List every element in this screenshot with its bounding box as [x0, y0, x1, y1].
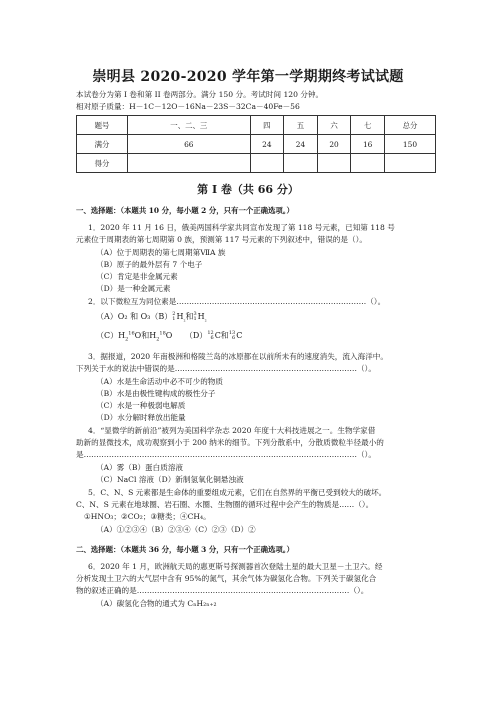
- option-c-label: （C）: [96, 331, 119, 340]
- table-cell: 150: [384, 135, 435, 154]
- option-a: （A）碳氢化合物的通式为 CₙH₂ₙ₊₂: [96, 599, 217, 608]
- superscript: 18: [159, 330, 166, 337]
- element-symbol: H: [118, 331, 126, 340]
- part-title: 第 I 卷（共 66 分）: [197, 183, 299, 196]
- question-2-options-cd: [96, 330, 242, 343]
- question-5-options: （A）①②③④（B）②③④（C）②③（D）②: [96, 525, 256, 534]
- subscript: 6: [210, 335, 214, 341]
- score-input-cell[interactable]: [284, 154, 318, 173]
- score-input-cell[interactable]: [351, 154, 385, 173]
- table-cell: 总分: [384, 116, 435, 135]
- table-cell: 五: [284, 116, 318, 135]
- subscript: 1: [172, 316, 176, 322]
- question-3-line-2: 下列关于水的说法中错误的是………………………………………………………………（）。: [76, 364, 376, 373]
- score-input-cell[interactable]: [384, 154, 435, 173]
- table-cell: 题号: [77, 116, 128, 135]
- option-d: （D）是一种金属元素: [96, 284, 171, 293]
- question-5-line-1: 5．C、N、S 元素都是生命体的重要组成元素，它们在自然界的平衡已受到较大的破坏。: [88, 488, 387, 497]
- table-cell: 16: [351, 135, 385, 154]
- option-a-b-text: （A）O₂ 和 O₃（B）: [96, 312, 173, 321]
- question-2-options-ab: [96, 311, 207, 324]
- subscript: ₂: [183, 317, 186, 324]
- table-cell: 六: [317, 116, 351, 135]
- page-title: 崇明县 2020-2020 学年第一学期期终考试试题: [92, 69, 404, 85]
- table-cell: 66: [128, 135, 251, 154]
- question-4-line-1: 4．“显微学的新前沿”被列为美国科学杂志 2020 年度十大科技进展之一。生物学家借: [88, 426, 376, 435]
- table-row: [77, 116, 436, 135]
- element-symbol: C和: [214, 331, 229, 340]
- superscript: 16: [128, 330, 135, 337]
- question-6-line-2: 分析发现土卫六的大气层中含有 95%的氮气，其余气体为碳氢化合物。下列关于碳氢化合: [76, 574, 377, 583]
- element-symbol: O和H: [134, 331, 157, 340]
- option-c: （C）水是一种极弱电解质: [96, 401, 186, 410]
- table-cell: 24: [284, 135, 318, 154]
- element-symbol: O: [165, 331, 173, 340]
- score-input-cell[interactable]: [317, 154, 351, 173]
- question-3-line-1: 3．据报道，2020 年南极洲和格陵兰岛的冰原都在以前所未有的速度消失，流入海洋中。: [88, 352, 388, 361]
- table-cell: 四: [250, 116, 284, 135]
- question-5-line-2: C、N、S 元素在地球圈、岩石圈、水圈、生物圈的循环过程中会产生的物质是……（）。: [76, 500, 374, 509]
- table-cell: 20: [317, 135, 351, 154]
- score-input-cell[interactable]: [128, 154, 251, 173]
- question-1-line-2: 元素位于周期表的第七周期第 0 族，预测第 117 号元素的下列叙述中，错误的是（）。: [76, 235, 367, 244]
- score-table: [76, 115, 436, 173]
- score-input-cell[interactable]: [250, 154, 284, 173]
- connector-text: 和: [185, 312, 194, 321]
- question-6-line-1: 6．2020 年 1 月，欧洲航天局的惠更斯号探测器首次登陆土星的最大卫星－土卫六。经: [88, 562, 383, 571]
- option-ab: （A）雾（B）蛋白质溶液: [96, 463, 184, 472]
- option-b: （B）水是由极性键构成的极性分子: [96, 389, 216, 398]
- subscript: 1: [193, 316, 197, 322]
- table-cell: 得分: [77, 154, 128, 173]
- question-1-line-1: 1．2020 年 11 月 16 日，俄美两国科学家共同宣布发现了第 118 号元素，已知第 118 号: [88, 223, 395, 232]
- section-heading-1: 一、选择题：（本题共 10 分，每小题 2 分，只有一个正确选项。）: [76, 206, 294, 215]
- element-symbol: H: [197, 312, 205, 321]
- superscript: 13: [228, 330, 236, 336]
- question-5-list: ①HNO₃；②CO₂；③糖类；④CH₄。: [84, 512, 211, 521]
- superscript: 12: [207, 330, 214, 336]
- subscript: 2: [156, 336, 160, 343]
- option-a: （A）水是生命活动中必不可少的物质: [96, 377, 223, 386]
- question-2: 2．以下微粒互为同位素是…………………………………………………………………（）。: [88, 297, 386, 306]
- superscript: 2: [172, 311, 176, 317]
- option-cd: （C）NaCl 溶液（D）新制氢氧化铜悬浊液: [96, 475, 244, 484]
- option-d: （D）水分解时释放出能量: [96, 413, 186, 422]
- question-4-line-2: 助新的显微技术，成功观察到小于 200 纳米的细节。下列分散系中，分散质微粒半径最小的: [76, 438, 384, 447]
- option-d-label: （D）: [184, 331, 208, 340]
- element-symbol: H: [176, 312, 184, 321]
- section-heading-2: 二、选择题：（本题共 36 分，每小题 3 分，只有一个正确选项。）: [76, 545, 294, 554]
- option-a: （A）位于周期表的第七周期第ⅦA 族: [96, 248, 226, 257]
- table-cell: 七: [351, 116, 385, 135]
- subscript: ₂: [204, 317, 207, 324]
- intro-line-2: 相对原子质量：H－1C－12O－16Na－23S－32Ca－40Fe－56: [76, 102, 300, 111]
- table-cell: 满分: [77, 135, 128, 154]
- subscript: 2: [125, 336, 129, 343]
- superscript: 3: [193, 311, 197, 317]
- subscript: 6: [232, 335, 236, 341]
- table-cell: 24: [250, 135, 284, 154]
- table-row: [77, 135, 436, 154]
- table-row: [77, 154, 436, 173]
- element-symbol: C: [236, 331, 243, 340]
- question-4-line-3: 是………………………………………………………………………………………………（）。: [76, 450, 376, 459]
- option-b: （B）原子的最外层有 7 个电子: [96, 260, 203, 269]
- question-6-line-3: 物的叙述正确的是…………………………………………………………………………（）。: [76, 586, 369, 595]
- table-cell: 一、二、三: [128, 116, 251, 135]
- option-c: （C）肯定是非金属元素: [96, 272, 178, 281]
- intro-line-1: 本试卷分为第 I 卷和第 II 卷两部分。满分 150 分。考试时间 120 分钟。: [76, 90, 324, 99]
